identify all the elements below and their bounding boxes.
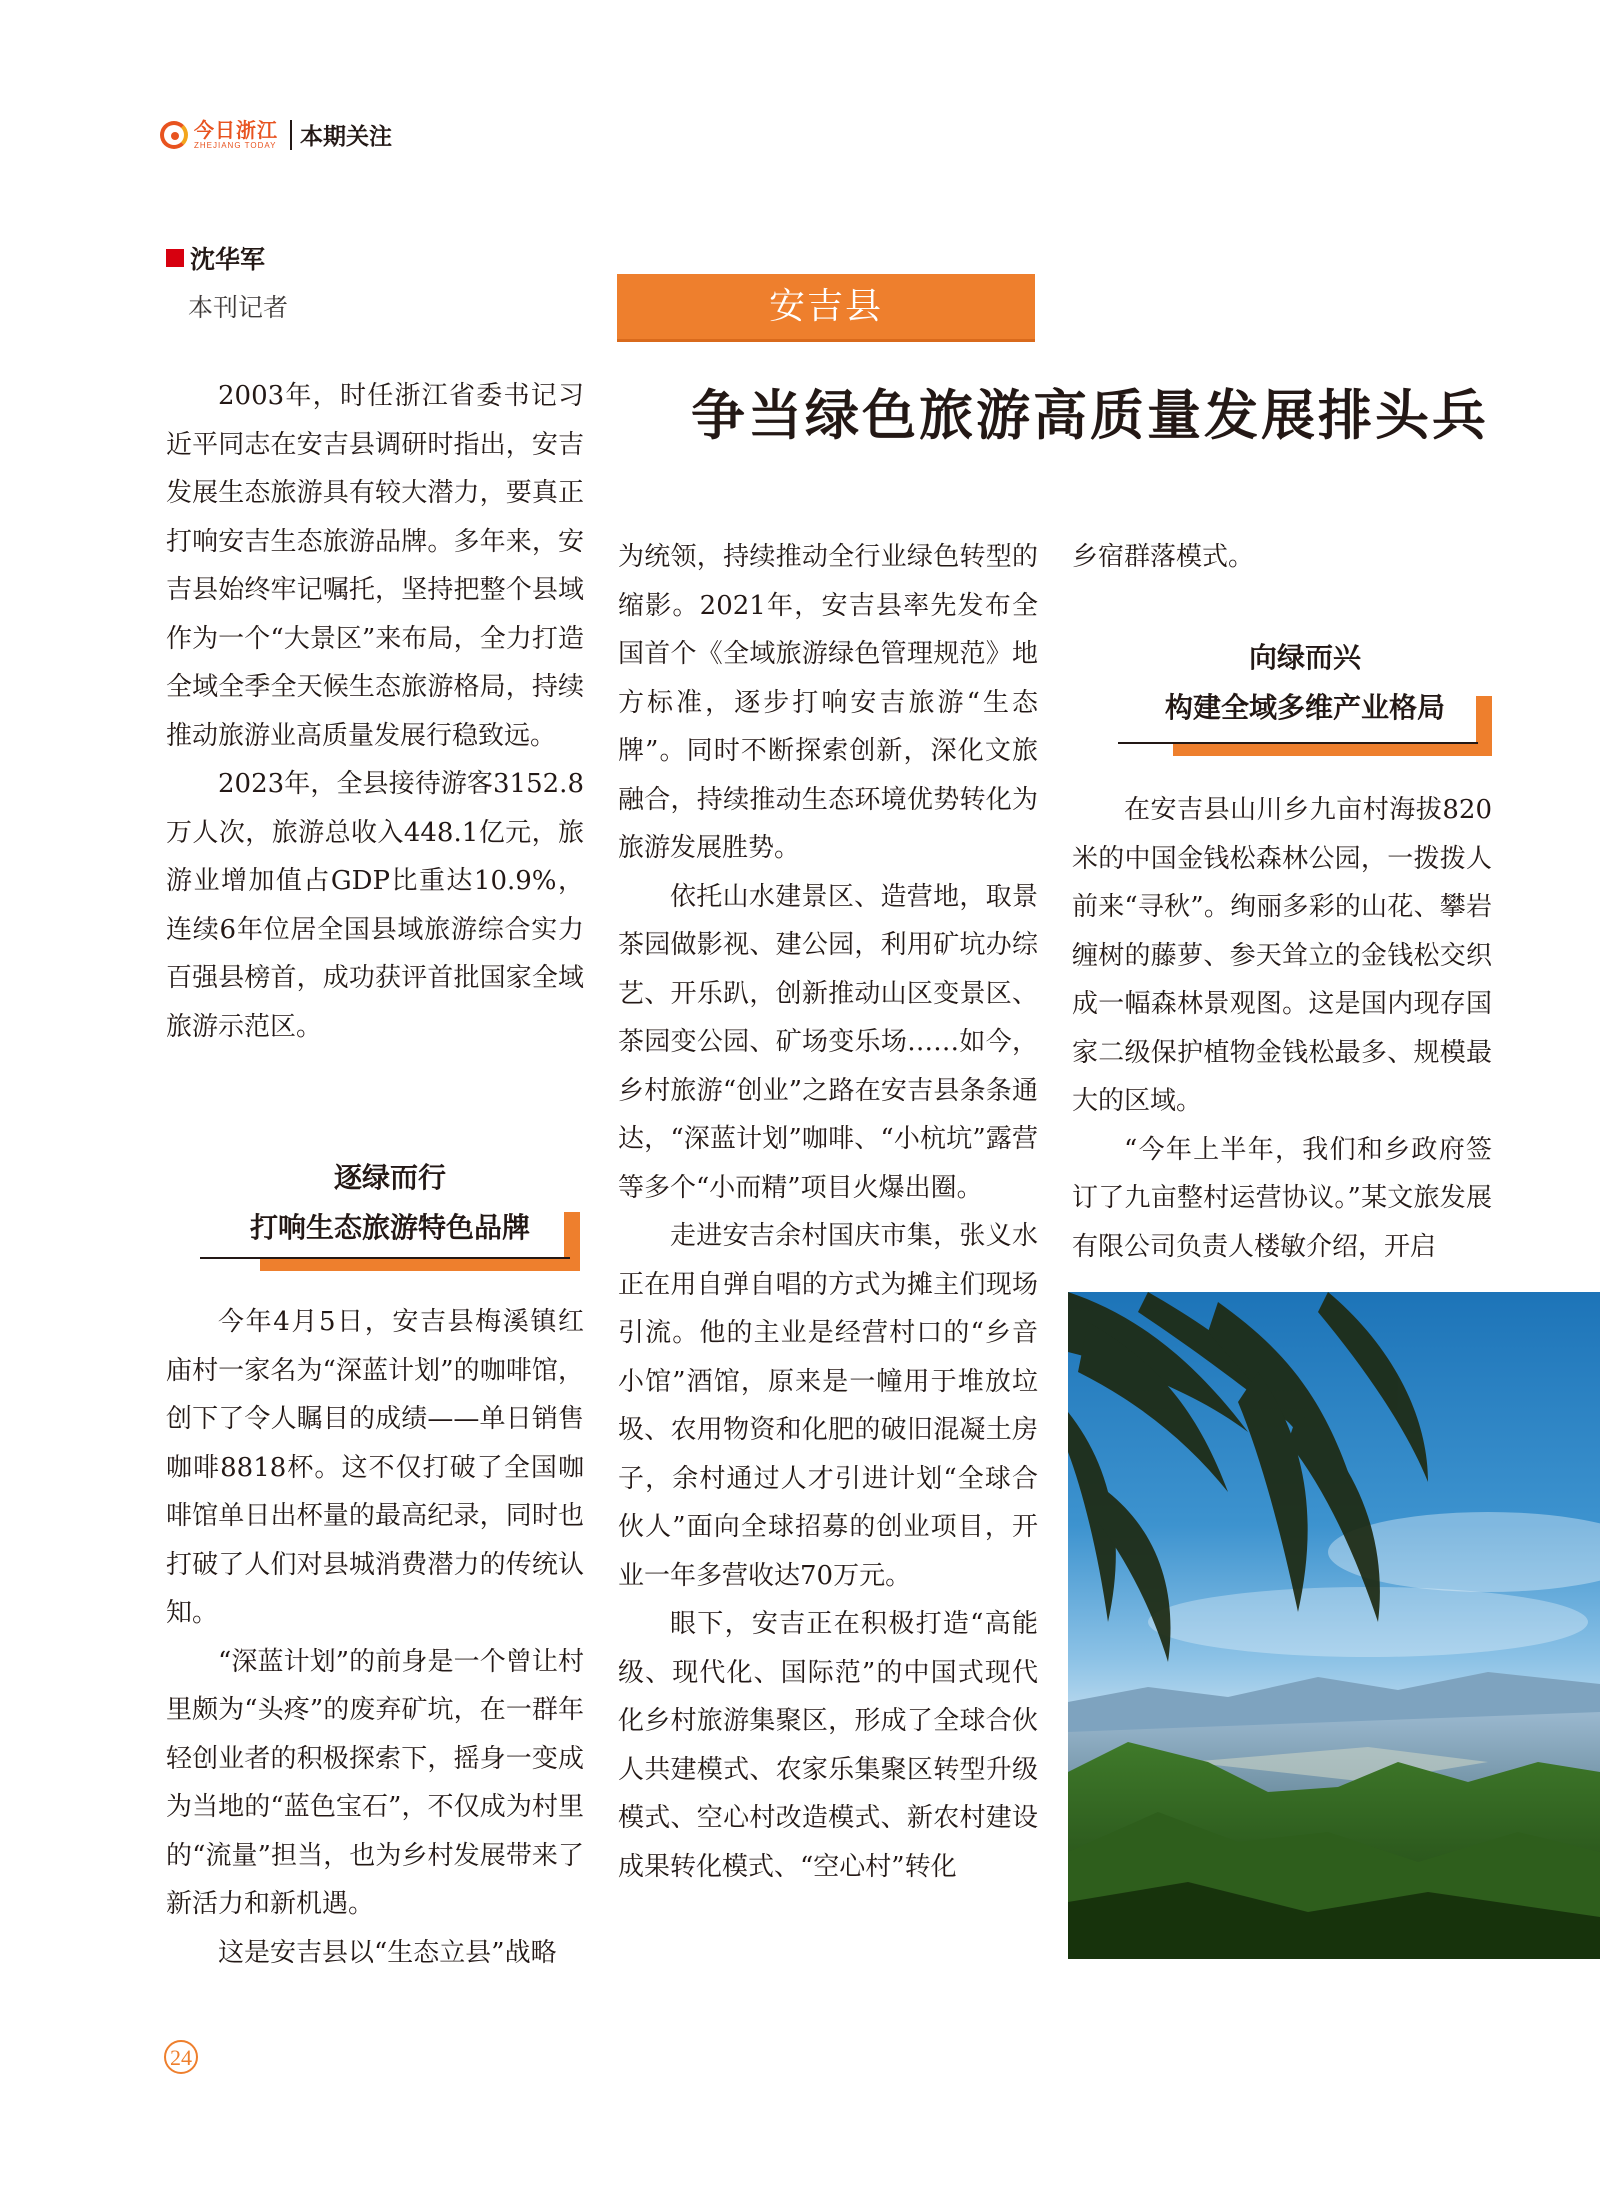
subheading-line-2: 构建全域多维产业格局	[1164, 691, 1445, 724]
subheading-line-1: 向绿而兴	[1248, 641, 1361, 674]
subheading-line-1: 逐绿而行	[333, 1161, 446, 1194]
author-name: 沈华军	[190, 245, 266, 274]
article-title: 争当绿色旅游高质量发展排头兵	[691, 383, 1489, 447]
paragraph: “深蓝计划”的前身是一个曾让村里颇为“头疼”的废弃矿坑，在一群年轻创业者的积极探索下，摇身一变成为当地的“蓝色宝石”，不仅成为村里的“流量”担当，也为乡村发展带来了新活力和新机遇。	[166, 1646, 584, 1919]
paragraph: 这是安吉县以“生态立县”战略	[218, 1937, 557, 1968]
subheading-1	[200, 1150, 580, 1268]
paragraph: 眼下，安吉正在积极打造“高能级、现代化、国际范”的中国式现代化乡村旅游集聚区，形成了全球合伙人共建模式、农家乐集聚区转型升级模式、空心村改造模式、新农村建设成果转化模式、“空心村”转化	[618, 1609, 1038, 1882]
paragraph-continued: 为统领，持续推动全行业绿色转型的缩影。2021年，安吉县率先发布全国首个《全域旅游绿色管理规范》地方标准，逐步打响安吉旅游“生态牌”。同时不断探索创新，深化文旅融合，持续推动生态环境优势转化为旅游发展胜势。	[618, 542, 1038, 863]
magazine-header	[160, 118, 392, 151]
logo-en-text: ZHEJIANG TODAY	[194, 140, 277, 150]
article-column-3-top	[1072, 533, 1492, 582]
author-role: 本刊记者	[188, 293, 289, 322]
orange-accent-bar	[1173, 742, 1492, 756]
article-column-2	[618, 533, 1038, 1891]
logo-icon	[160, 121, 188, 149]
orange-accent-bar	[260, 1257, 580, 1271]
paragraph: 在安吉县山川乡九亩村海拔820米的中国金钱松森林公园，一拨拨人前来“寻秋”。绚丽多彩的山花、攀岩缠树的藤萝、参天耸立的金钱松交织成一幅森林景观图。这是国内现存国家二级保护植物金钱松最多、规模最大的区域。	[1072, 795, 1492, 1116]
paragraph: 2023年，全县接待游客3152.8万人次，旅游总收入448.1亿元，旅游业增加值占GDP比重达10.9%，连续6年位居全国县域旅游综合实力百强县榜首，成功获评首批国家全域旅游示范区。	[166, 769, 584, 1042]
paragraph: “今年上半年，我们和乡政府签订了九亩整村运营协议。”某文旅发展有限公司负责人楼敏介绍，开启	[1072, 1134, 1492, 1262]
header-divider	[290, 120, 292, 150]
article-column-3	[1072, 786, 1492, 1271]
logo-cn-text: 今日浙江	[194, 117, 278, 142]
paragraph: 走进安吉余村国庆市集，张义水正在用自弹自唱的方式为摊主们现场引流。他的主业是经营村口的“乡音小馆”酒馆，原来是一幢用于堆放垃圾、农用物资和化肥的破旧混凝土房子，余村通过人才引进计划“全球合伙人”面向全球招募的创业项目，开业一年多营收达70万元。	[618, 1221, 1038, 1591]
subheading-rule	[200, 1257, 570, 1259]
section-name: 本期关注	[300, 124, 392, 150]
red-square-marker	[166, 249, 184, 267]
paragraph: 2003年，时任浙江省委书记习近平同志在安吉县调研时指出，安吉发展生态旅游具有较大潜力，要真正打响安吉生态旅游品牌。多年来，安吉县始终牢记嘱托，坚持把整个县域作为一个“大景区”来布局，全力打造全域全季全天候生态旅游格局，持续推动旅游业高质量发展行稳致远。	[166, 381, 584, 751]
article-column-1-continued	[166, 1298, 584, 1977]
author-byline	[166, 240, 265, 276]
page-number: 24	[164, 2040, 198, 2074]
location-tag: 安吉县	[617, 274, 1035, 342]
paragraph: 今年4月5日，安吉县梅溪镇红庙村一家名为“深蓝计划”的咖啡馆，创下了令人瞩目的成绩——单日销售咖啡8818杯。这不仅打破了全国咖啡馆单日出杯量的最高纪录，同时也打破了人们对县城消费潜力的传统认知。	[166, 1307, 584, 1628]
article-column-1	[166, 372, 584, 1051]
landscape-photo	[1068, 1292, 1600, 1959]
subheading-line-2: 打响生态旅游特色品牌	[249, 1211, 530, 1244]
subheading-2	[1118, 630, 1492, 748]
subheading-rule	[1118, 742, 1478, 744]
paragraph: 依托山水建景区、造营地，取景茶园做影视、建公园，利用矿坑办综艺、开乐趴，创新推动山区变景区、茶园变公园、矿场变乐场……如今，乡村旅游“创业”之路在安吉县条条通达，“深蓝计划”咖啡、“小杭坑”露营等多个“小而精”项目火爆出圈。	[618, 881, 1038, 1203]
paragraph-continued: 乡宿群落模式。	[1072, 542, 1255, 572]
magazine-logo	[194, 117, 278, 150]
